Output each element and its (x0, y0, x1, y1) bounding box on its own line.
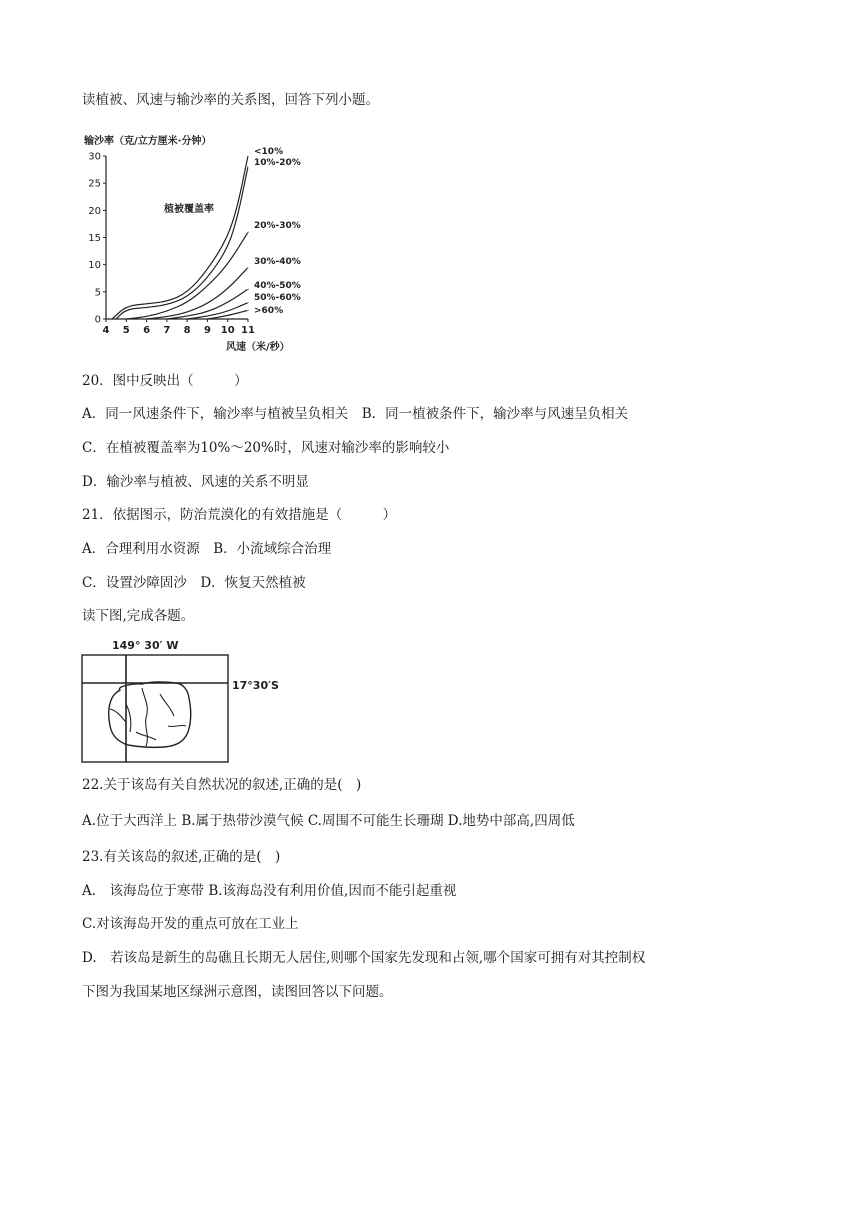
series-line-3 (147, 267, 248, 319)
question-20-option-c: C．在植被覆盖率为10%～20%时，风速对输沙率的影响较小 (82, 440, 450, 456)
x-tick-label: 11 (241, 325, 255, 336)
sand-transport-chart (84, 132, 314, 354)
latitude-label: 17°30′S (232, 679, 279, 692)
question-22-options: A.位于大西洋上 B.属于热带沙漠气候 C.周围不可能生长珊瑚 D.地势中部高,四周低 (82, 813, 575, 829)
y-tick-label: 15 (88, 233, 101, 244)
series-line-5 (187, 303, 248, 319)
y-tick-label: 0 (94, 314, 101, 326)
intro-text-1: 读植被、风速与输沙率的关系图，回答下列小题。 (82, 92, 379, 108)
map-frame (82, 655, 228, 762)
y-tick-label: 5 (94, 287, 101, 299)
x-tick-label: 8 (183, 325, 191, 336)
island-map (80, 636, 310, 766)
y-tick-label: 30 (88, 151, 101, 163)
series-line-2 (126, 232, 248, 319)
series-label: >60% (254, 306, 284, 316)
question-20-options-ab: A．同一风速条件下，输沙率与植被呈负相关 B．同一植被条件下，输沙率与风速呈负相关 (82, 406, 629, 422)
series-label: <10% (254, 147, 284, 157)
y-tick-label: 20 (88, 205, 101, 217)
y-ticks (88, 152, 106, 326)
y-tick-label: 10 (88, 260, 101, 272)
series-label: 40%-50% (254, 281, 301, 291)
island-rivers (110, 688, 186, 746)
series-label: 10%-20% (254, 158, 301, 168)
question-23-option-d: D. 若该岛是新生的岛礁且长期无人居住,则哪个国家先发现和占领,哪个国家可拥有对其控制权 (82, 950, 646, 966)
x-tick-label: 6 (143, 325, 151, 336)
series-label: 30%-40% (254, 257, 301, 267)
series-labels (254, 147, 301, 316)
question-20: 20．图中反映出（ ） (82, 373, 248, 389)
series-label: 20%-30% (254, 221, 301, 231)
question-23: 23.有关该岛的叙述,正确的是( ) (82, 849, 281, 865)
x-axis-label: 风速（米/秒） (226, 342, 290, 353)
question-20-option-d: D．输沙率与植被、风速的关系不明显 (82, 474, 309, 490)
y-tick-label: 25 (88, 178, 101, 190)
intro-text-3: 下图为我国某地区绿洲示意图，读图回答以下问题。 (82, 984, 393, 1000)
question-23-option-c: C.对该海岛开发的重点可放在工业上 (82, 916, 299, 932)
series-line-1 (116, 167, 248, 319)
question-21: 21．依据图示，防治荒漠化的有效措施是（ ） (82, 507, 397, 523)
longitude-label: 149° 30′ W (112, 639, 179, 652)
series-lines (112, 156, 248, 319)
x-tick-label: 9 (203, 325, 211, 336)
question-22: 22.关于该岛有关自然状况的叙述,正确的是( ) (82, 777, 362, 793)
y-axis-label: 输沙率（克/立方厘米·分钟） (84, 136, 212, 147)
x-tick-label: 4 (102, 325, 110, 336)
x-ticks (103, 319, 255, 336)
question-23-options-ab: A. 该海岛位于寒带 B.该海岛没有利用价值,因而不能引起重视 (82, 883, 457, 899)
intro-text-2: 读下图,完成各题。 (82, 608, 195, 624)
x-tick-label: 5 (122, 325, 130, 336)
question-21-options-ab: A．合理利用水资源 B．小流域综合治理 (82, 541, 332, 557)
series-line-0 (112, 156, 248, 319)
question-21-options-cd: C．设置沙障固沙 D．恢复天然植被 (82, 575, 306, 591)
legend-title: 植被覆盖率 (164, 204, 214, 215)
x-tick-label: 10 (220, 325, 235, 336)
series-label: 50%-60% (254, 293, 301, 303)
x-tick-label: 7 (163, 325, 171, 336)
